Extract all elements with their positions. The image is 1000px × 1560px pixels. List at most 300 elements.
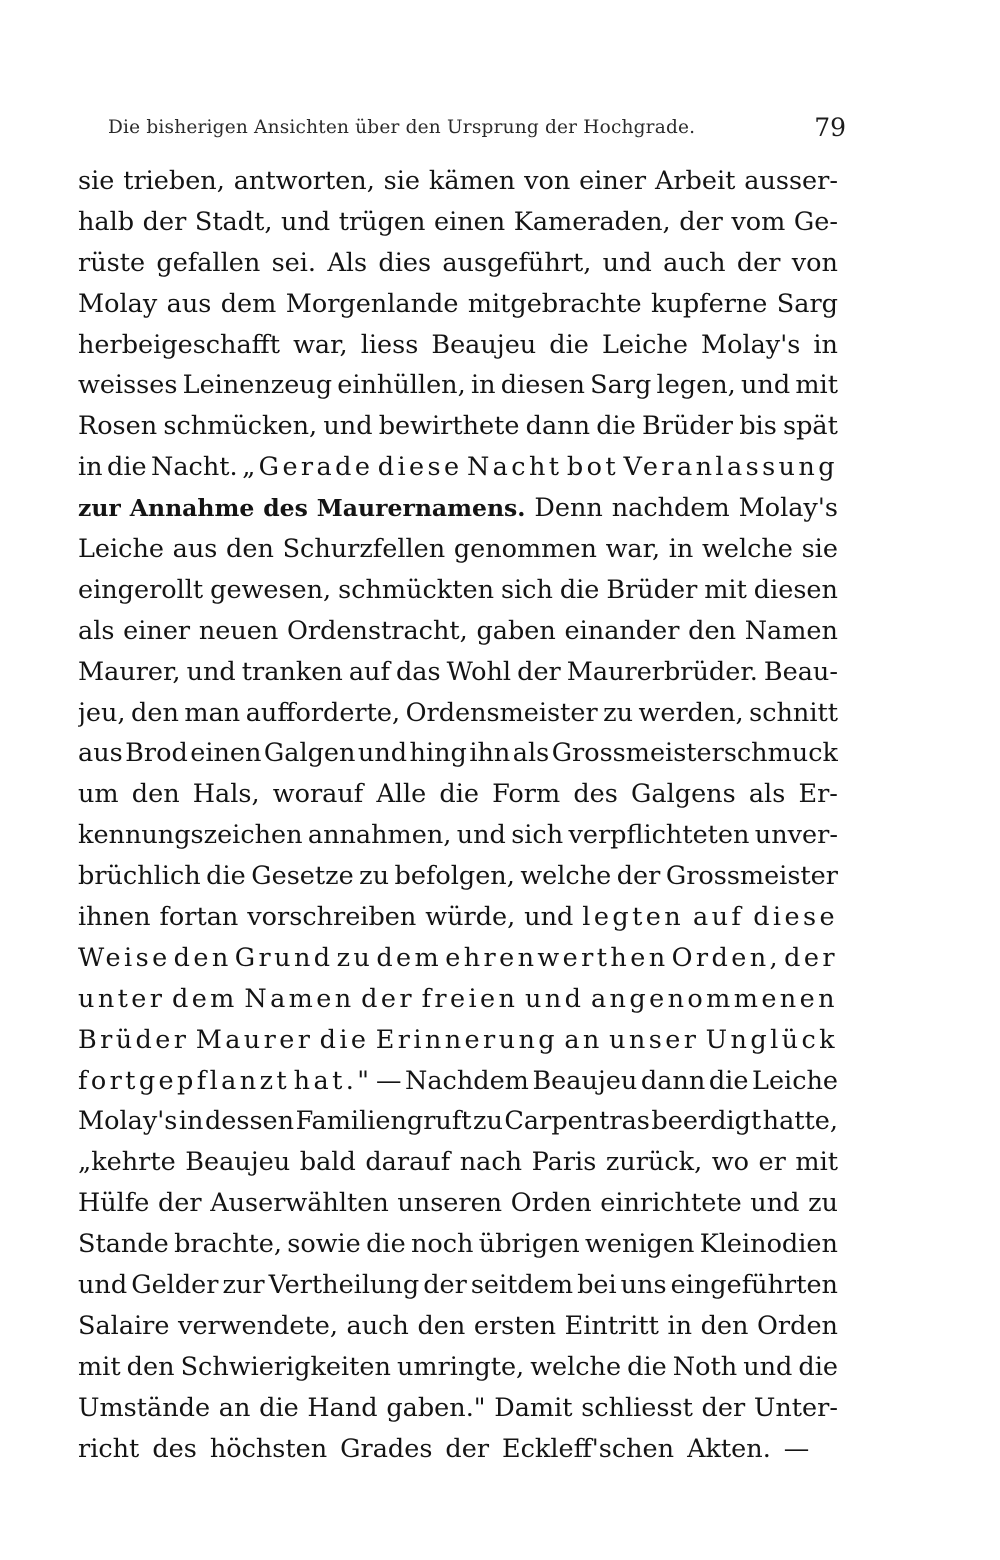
word: die xyxy=(627,1351,667,1382)
word: der xyxy=(157,1188,202,1219)
word: die xyxy=(439,779,479,810)
word: und xyxy=(281,206,331,237)
text-line xyxy=(78,1393,838,1434)
word: legten xyxy=(582,902,685,933)
word: die xyxy=(596,411,636,442)
word: der xyxy=(616,861,661,892)
text-line xyxy=(78,698,838,739)
word: unser xyxy=(609,1024,700,1055)
text-line xyxy=(78,248,838,289)
word: beerdigt xyxy=(651,1106,762,1137)
word: unseren xyxy=(397,1188,503,1219)
text-line xyxy=(78,1106,838,1147)
word: des xyxy=(152,1433,197,1464)
word: die xyxy=(549,329,589,360)
word: Grossmeisterschmuck xyxy=(551,738,838,769)
word: die xyxy=(708,1065,749,1096)
word: man xyxy=(184,697,241,728)
word: einer xyxy=(579,166,647,196)
word: sei. xyxy=(271,247,317,278)
word: Unglück xyxy=(705,1024,838,1055)
word: eingeführten xyxy=(670,1270,838,1301)
text-line xyxy=(78,902,838,943)
word: darauf xyxy=(365,1147,451,1178)
word: auch xyxy=(663,247,726,278)
word: zurück, xyxy=(605,1147,703,1178)
word: schmücken, xyxy=(163,411,318,442)
word: Leiche xyxy=(78,534,164,565)
word: diesen xyxy=(500,370,585,401)
word: nach xyxy=(459,1147,523,1178)
word: legen, xyxy=(656,370,736,401)
word: kennungszeichen xyxy=(78,820,303,851)
word: sich xyxy=(500,574,553,605)
word: Molay's xyxy=(700,329,801,360)
word: aufforderte, xyxy=(245,697,401,728)
word: kupferne xyxy=(650,288,768,319)
word: des xyxy=(573,779,618,810)
text-line xyxy=(78,657,838,698)
word: wo xyxy=(711,1147,749,1178)
word: dies xyxy=(378,247,432,278)
word: kämen xyxy=(428,166,516,196)
word: sich xyxy=(511,820,564,851)
word: sie xyxy=(383,166,421,196)
word: Schurzfellen xyxy=(282,534,446,565)
text-line xyxy=(78,452,838,493)
text-line xyxy=(78,1270,838,1311)
word: würde, xyxy=(425,902,516,933)
word: Hals, xyxy=(192,779,260,810)
word: der xyxy=(361,983,415,1014)
word: nachdem xyxy=(611,493,730,524)
word: der xyxy=(736,247,781,278)
word: das xyxy=(395,656,441,687)
word: Akten. xyxy=(687,1433,771,1464)
word: halb xyxy=(78,206,135,237)
word: mitgebrachte xyxy=(467,288,642,319)
word: aus xyxy=(172,534,218,565)
word: Auserwählten xyxy=(210,1188,389,1219)
word: zu xyxy=(603,697,634,728)
word: von xyxy=(791,247,838,278)
word: bot xyxy=(566,452,619,483)
word: rüste xyxy=(78,247,146,278)
word: Salaire xyxy=(78,1310,170,1341)
word: antworten, xyxy=(233,166,375,196)
word: liess xyxy=(360,329,419,360)
word: befolgen, xyxy=(394,861,515,892)
word: Namen xyxy=(744,615,838,646)
word: Brod xyxy=(125,738,188,769)
word: „Gerade xyxy=(242,452,374,483)
word: Schwierigkeiten xyxy=(180,1351,391,1382)
word: unver- xyxy=(754,820,838,851)
word: mit xyxy=(704,574,747,605)
word: um xyxy=(78,779,119,810)
word: er xyxy=(758,1147,786,1178)
word: Nacht xyxy=(466,452,563,483)
word: einer xyxy=(123,615,191,646)
word: hat." xyxy=(293,1065,373,1096)
word: fortan xyxy=(159,902,239,933)
word: ihn xyxy=(469,738,511,769)
word: Ge- xyxy=(793,206,838,237)
text-line xyxy=(78,1311,838,1352)
word: zu xyxy=(359,861,390,892)
word: und xyxy=(456,820,506,851)
word: Brüder xyxy=(606,574,698,605)
word: war, xyxy=(605,534,661,565)
word: unter xyxy=(78,983,166,1014)
word: in xyxy=(668,534,694,565)
word: in xyxy=(667,1310,693,1341)
word: umringte, xyxy=(397,1351,525,1382)
text-line xyxy=(78,575,838,616)
word: Denn xyxy=(534,493,603,524)
word: „kehrte xyxy=(78,1147,176,1178)
word: Maurernamens. xyxy=(316,494,526,523)
word: übrigen xyxy=(478,1229,580,1260)
word: weisses xyxy=(78,370,178,401)
word: und xyxy=(323,411,373,442)
text-line xyxy=(78,1066,838,1107)
word: seitdem xyxy=(470,1270,574,1301)
word: — xyxy=(375,1065,402,1096)
word: und xyxy=(186,656,236,687)
word: den xyxy=(226,534,274,565)
word: in xyxy=(813,329,838,360)
word: angenommenen xyxy=(590,983,838,1014)
word: Als xyxy=(327,247,368,278)
word: Erinnerung xyxy=(375,1024,558,1055)
text-line xyxy=(78,411,838,452)
word: als xyxy=(78,615,115,646)
word: gefallen xyxy=(156,247,261,278)
word: Beaujeu xyxy=(185,1147,291,1178)
word: der xyxy=(679,206,723,237)
word: Noth xyxy=(672,1351,738,1382)
word: wenigen xyxy=(585,1229,695,1260)
word: Arbeit xyxy=(654,166,736,196)
word: die xyxy=(206,861,246,892)
word: mit xyxy=(78,1351,121,1382)
word: Sarg xyxy=(590,370,652,401)
word: und xyxy=(357,738,408,769)
word: gaben xyxy=(476,615,556,646)
word: uns xyxy=(620,1270,667,1301)
word: bei xyxy=(577,1270,617,1301)
word: Unter- xyxy=(753,1392,838,1423)
word: von xyxy=(524,166,571,196)
word: Orden xyxy=(757,1310,838,1341)
word: Hand xyxy=(307,1392,378,1423)
text-line xyxy=(78,1352,838,1393)
word: ersten xyxy=(473,1310,556,1341)
word: diese xyxy=(377,452,463,483)
word: Maurerbrüder. xyxy=(566,656,758,687)
word: werden, xyxy=(638,697,744,728)
word: Maurer, xyxy=(78,656,181,687)
word: diesen xyxy=(753,574,838,605)
word: brüchlich xyxy=(78,861,201,892)
word: Brüder xyxy=(78,1024,190,1055)
word: — xyxy=(783,1433,810,1464)
word: Nacht. xyxy=(151,452,238,483)
word: und xyxy=(743,1351,793,1382)
word: schliesst xyxy=(581,1392,693,1423)
text-line xyxy=(78,1025,838,1066)
word: welche xyxy=(530,1351,622,1382)
text-line xyxy=(78,1147,838,1188)
word: in xyxy=(78,452,103,483)
word: Stande xyxy=(78,1229,169,1260)
word: Eintritt xyxy=(564,1310,659,1341)
word: Gesetze xyxy=(251,861,354,892)
word: Kameraden, xyxy=(513,206,671,237)
word: Eckleff'schen xyxy=(502,1433,675,1464)
word: verpflichteten xyxy=(568,820,750,851)
word: in xyxy=(178,1106,204,1137)
word: Namen xyxy=(244,983,355,1014)
word: Leiche xyxy=(752,1065,838,1096)
word: höchsten xyxy=(209,1433,328,1464)
word: Nachdem xyxy=(405,1065,529,1096)
word: den xyxy=(131,697,179,728)
word: hing xyxy=(409,738,467,769)
word: Annahme xyxy=(129,494,255,523)
word: schnitt xyxy=(749,697,838,728)
word: den xyxy=(131,779,180,810)
word: Sarg xyxy=(776,288,838,319)
word: des xyxy=(263,494,308,523)
word: brachte, xyxy=(174,1229,282,1260)
word: Damit xyxy=(494,1392,573,1423)
word: der xyxy=(784,942,838,973)
word: dem xyxy=(171,983,238,1014)
word: sowie xyxy=(287,1229,361,1260)
word: Molay xyxy=(78,288,158,319)
word: Molay's xyxy=(78,1106,178,1137)
word: einen xyxy=(434,206,506,237)
text-line xyxy=(78,1434,838,1475)
text-line xyxy=(78,370,838,411)
word: noch xyxy=(410,1229,474,1260)
word: bis xyxy=(739,411,777,442)
text-line xyxy=(78,943,838,984)
word: und xyxy=(750,1188,800,1219)
word: den xyxy=(173,942,232,973)
word: auf xyxy=(348,656,390,687)
word: und xyxy=(524,902,574,933)
word: einen xyxy=(190,738,262,769)
word: Form xyxy=(492,779,561,810)
word: auch xyxy=(346,1310,409,1341)
word: mit xyxy=(795,1147,838,1178)
word: Kleinodien xyxy=(699,1229,838,1260)
word: herbeigeschafft xyxy=(78,329,281,360)
word: Rosen xyxy=(78,411,158,442)
text-line xyxy=(78,820,838,861)
word: richt xyxy=(78,1433,140,1464)
word: spät xyxy=(783,411,838,442)
text-line xyxy=(78,616,838,657)
word: Beaujeu xyxy=(532,1065,638,1096)
word: Beau- xyxy=(763,656,838,687)
word: fortgepflanzt xyxy=(78,1065,291,1096)
word: als xyxy=(748,779,786,810)
running-title: Die bisherigen Ansichten über den Ursprung der Hochgrade. xyxy=(108,117,696,138)
word: Leiche xyxy=(601,329,688,360)
word: die xyxy=(559,574,600,605)
word: der xyxy=(701,1392,746,1423)
word: Er- xyxy=(798,779,838,810)
word: Umstände xyxy=(78,1392,211,1423)
word: Veranlassung xyxy=(623,452,838,483)
word: als xyxy=(512,738,550,769)
word: Galgen xyxy=(263,738,356,769)
text-line xyxy=(78,1188,838,1229)
word: den xyxy=(126,1351,175,1382)
text-line xyxy=(78,534,838,575)
word: verwendete, xyxy=(178,1310,338,1341)
word: bald xyxy=(299,1147,356,1178)
word: welche xyxy=(702,534,793,565)
word: Hülfe xyxy=(78,1188,150,1219)
page-number: 79 xyxy=(814,113,846,142)
word: Grossmeister xyxy=(665,861,838,892)
word: einhüllen, xyxy=(337,370,466,401)
word: dessen xyxy=(204,1106,295,1137)
word: Orden xyxy=(510,1188,592,1219)
word: genommen xyxy=(453,534,597,565)
word: welche xyxy=(520,861,612,892)
word: Brüder xyxy=(642,411,733,442)
word: den xyxy=(417,1310,466,1341)
word: an xyxy=(564,1024,603,1055)
word: zu xyxy=(808,1188,838,1219)
word: den xyxy=(688,615,737,646)
word: dann xyxy=(525,411,591,442)
word: Wohl xyxy=(446,656,512,687)
word: bewirthete xyxy=(378,411,520,442)
word: gewesen, xyxy=(210,574,332,605)
word: schmückten xyxy=(338,574,494,605)
word: und xyxy=(740,370,791,401)
word: Leinenzeug xyxy=(182,370,333,401)
word: zur xyxy=(222,1270,265,1301)
text-line xyxy=(78,738,838,779)
word: Stadt, xyxy=(194,206,273,237)
word: ausgeführt, xyxy=(442,247,592,278)
word: die xyxy=(319,1024,370,1055)
word: freien xyxy=(421,983,519,1014)
word: eingerollt xyxy=(78,574,204,605)
word: den xyxy=(700,1310,749,1341)
word: gaben." xyxy=(386,1392,486,1423)
word: worauf xyxy=(272,779,364,810)
word: und xyxy=(524,983,585,1014)
word: Molay's xyxy=(738,493,838,524)
word: der xyxy=(445,1433,490,1464)
text-line xyxy=(78,984,838,1025)
word: aus xyxy=(78,738,123,769)
text-line xyxy=(78,861,838,902)
text-line xyxy=(78,779,838,820)
text-line xyxy=(78,330,838,371)
word: aus xyxy=(166,288,212,319)
word: der xyxy=(423,1270,467,1301)
word: Beaujeu xyxy=(431,329,537,360)
word: dann xyxy=(640,1065,706,1096)
word: Carpentras xyxy=(504,1106,650,1137)
word: tranken xyxy=(241,656,343,687)
body-text xyxy=(78,166,838,1475)
word: diese xyxy=(753,902,838,933)
word: einrichtete xyxy=(600,1188,742,1219)
text-line xyxy=(78,166,838,207)
word: Grund xyxy=(234,942,334,973)
word: war, xyxy=(293,329,348,360)
word: ausser- xyxy=(744,166,838,196)
word: der xyxy=(517,656,561,687)
word: die xyxy=(107,452,147,483)
word: trieben, xyxy=(123,166,225,196)
text-line xyxy=(78,207,838,248)
word: Weise xyxy=(78,942,171,973)
word: die xyxy=(798,1351,838,1382)
word: einander xyxy=(564,615,680,646)
word: Morgenlande xyxy=(285,288,459,319)
word: und xyxy=(78,1270,128,1301)
word: zur xyxy=(78,494,121,523)
word: Maurer xyxy=(195,1024,314,1055)
word: sie xyxy=(801,534,838,565)
word: Galgens xyxy=(631,779,736,810)
word: der xyxy=(142,206,187,237)
word: Paris xyxy=(531,1147,597,1178)
word: Orden, xyxy=(671,942,782,973)
word: trügen xyxy=(338,206,426,237)
word: zu xyxy=(473,1106,503,1137)
word: Alle xyxy=(376,779,427,810)
word: dem xyxy=(220,288,277,319)
word: annahmen, xyxy=(307,820,452,851)
word: ehrenwerthen xyxy=(445,942,669,973)
word: Grades xyxy=(340,1433,433,1464)
word: Vertheilung xyxy=(268,1270,420,1301)
word: Familiengruft xyxy=(295,1106,472,1137)
word: an xyxy=(218,1392,251,1423)
word: in xyxy=(470,370,496,401)
word: vom xyxy=(731,206,786,237)
word: Gelder xyxy=(131,1270,219,1301)
word: und xyxy=(602,247,652,278)
word: hatte, xyxy=(762,1106,838,1137)
word: zu xyxy=(336,942,374,973)
word: jeu, xyxy=(78,697,126,728)
word: mit xyxy=(795,370,838,401)
word: sie xyxy=(78,166,115,196)
running-head xyxy=(108,113,846,153)
word: vorschreiben xyxy=(247,902,417,933)
word: dem xyxy=(376,942,443,973)
text-line xyxy=(78,1229,838,1270)
word: die xyxy=(366,1229,406,1260)
text-line xyxy=(78,493,838,534)
word: Ordenstracht, xyxy=(287,615,468,646)
word: ihnen xyxy=(78,902,151,933)
